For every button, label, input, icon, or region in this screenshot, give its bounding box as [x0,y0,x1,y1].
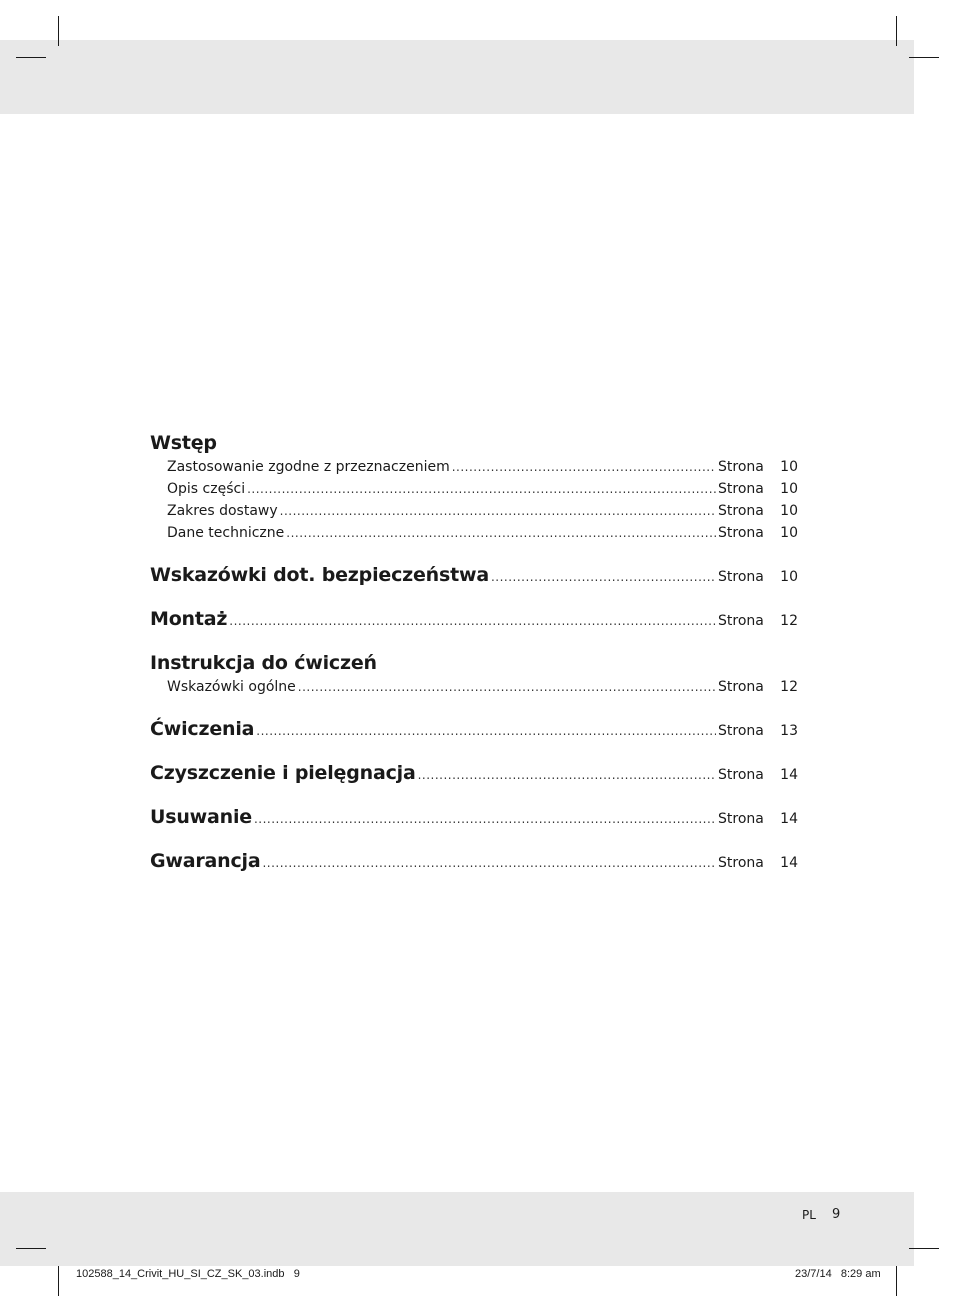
toc-entry-label: Dane techniczne [167,525,285,541]
crop-mark [16,57,46,58]
crop-mark [16,1248,46,1249]
toc-entry[interactable] [150,676,798,698]
toc-entry-label: Opis części [167,481,246,497]
bottom-margin-band [0,1192,914,1266]
dot-leader [229,608,716,634]
page-word: Strona [718,811,764,827]
dot-leader [298,676,716,698]
page-number: 10 [780,569,798,585]
toc-heading-disposal[interactable] [150,804,798,830]
toc-heading: Ćwiczenia [150,718,255,740]
page-number-footer: 9 [832,1207,841,1222]
toc-section-intro [150,430,798,544]
top-margin-band [0,40,914,114]
crop-mark [909,57,939,58]
toc-heading: Czyszczenie i pielęgnacja [150,762,416,784]
toc-heading: Wstęp [150,432,217,454]
page-word: Strona [718,503,764,519]
crop-mark [58,16,59,46]
page-word: Strona [718,723,764,739]
page-number: 12 [780,613,798,629]
dot-leader [452,456,716,478]
toc-heading-exercises[interactable] [150,716,798,742]
page-number: 14 [780,855,798,871]
toc-entry[interactable] [150,500,798,522]
toc-entry-label: Zakres dostawy [167,503,278,519]
dot-leader [418,762,716,788]
page-number: 13 [780,723,798,739]
dot-leader [256,718,716,744]
dot-leader [286,522,716,544]
toc-heading: Instrukcja do ćwiczeń [150,652,377,674]
page-number: 12 [780,679,798,695]
toc-section-exercise-instructions [150,650,798,698]
toc-heading: Usuwanie [150,806,252,828]
toc-heading: Wskazówki dot. bezpieczeństwa [150,564,489,586]
page-word: Strona [718,525,764,541]
dot-leader [254,806,716,832]
page-number: 10 [780,481,798,497]
toc-entry-label: Zastosowanie zgodne z przeznaczeniem [167,459,450,475]
dot-leader [280,500,716,522]
toc-heading-safety[interactable] [150,562,798,588]
toc-heading-assembly[interactable] [150,606,798,632]
dot-leader [247,478,716,500]
language-code: PL [802,1208,816,1222]
page-word: Strona [718,855,764,871]
dot-leader [491,564,716,590]
dot-leader [262,850,716,876]
crop-mark [909,1248,939,1249]
page-number: 14 [780,811,798,827]
page-number: 10 [780,459,798,475]
toc-entry[interactable] [150,478,798,500]
page-word: Strona [718,569,764,585]
page-number: 14 [780,767,798,783]
page-word: Strona [718,459,764,475]
toc-heading-warranty[interactable] [150,848,798,874]
toc-heading: Gwarancja [150,850,261,872]
toc-entry[interactable] [150,456,798,478]
table-of-contents [150,430,798,874]
print-slug-file: 102588_14_Crivit_HU_SI_CZ_SK_03.indb 9 [76,1268,300,1280]
crop-mark [896,16,897,46]
page-number: 10 [780,525,798,541]
page-word: Strona [718,481,764,497]
toc-entry[interactable] [150,522,798,544]
page-number: 10 [780,503,798,519]
toc-entry-label: Wskazówki ogólne [167,679,296,695]
crop-mark [896,1266,897,1296]
page-word: Strona [718,679,764,695]
page-word: Strona [718,613,764,629]
print-slug-date: 23/7/14 8:29 am [795,1268,881,1280]
toc-heading-cleaning[interactable] [150,760,798,786]
page-word: Strona [718,767,764,783]
toc-heading: Montaż [150,608,228,630]
crop-mark [58,1266,59,1296]
